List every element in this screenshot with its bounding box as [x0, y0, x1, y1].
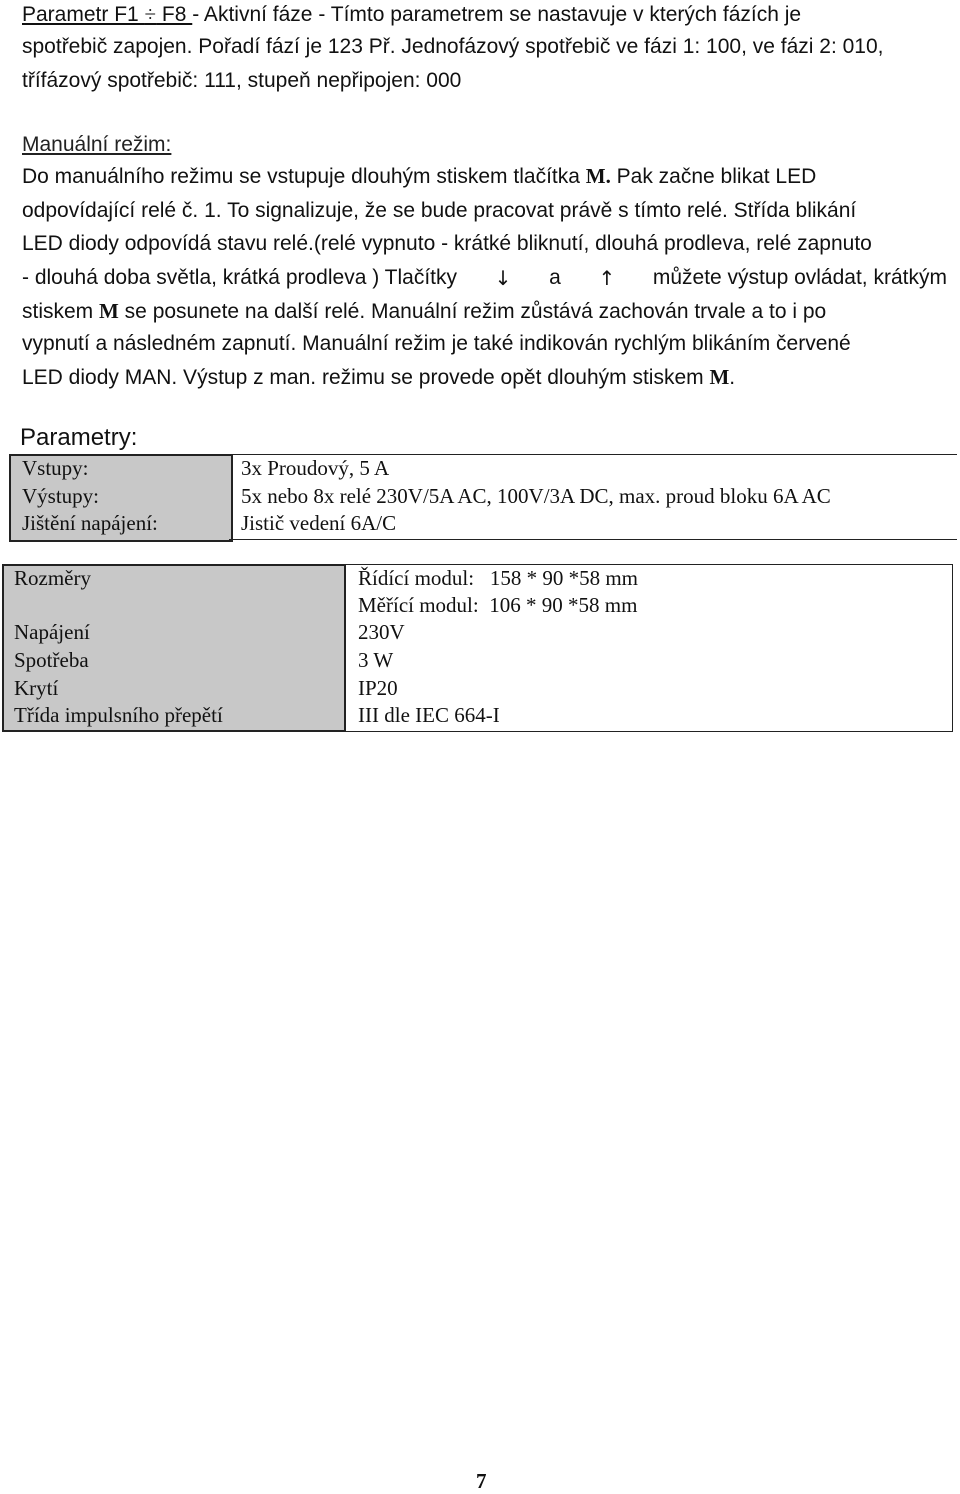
manual-line-1 [22, 164, 947, 189]
manual-line-4 [22, 266, 947, 290]
manual-l1-key: M. [585, 164, 611, 188]
manual-l5-rest: se posunete na další relé. Manuální režim zůstává zachován trvale a to i po [118, 300, 827, 323]
manual-mode-heading-text: Manuální režim: [22, 133, 172, 156]
param-label-suffix: F8 [156, 3, 193, 26]
param-row-label: Výstupy: [22, 484, 100, 508]
param-row-label: Jištění napájení: [22, 511, 158, 535]
manual-line-5 [22, 299, 826, 324]
manual-l1-rest: Pak začne blikat LED [610, 165, 817, 188]
spec-row-value: 3 W [358, 648, 394, 672]
manual-l4-rest: můžete výstup ovládat, krátkým [652, 266, 947, 289]
manual-line-2: odpovídající relé č. 1. To signalizuje, že se bude pracovat právě s tímto relé. Střída blikání [22, 199, 857, 222]
manual-line-6: vypnutí a následném zapnutí. Manuální režim je také indikován rychlým blikáním červené [22, 332, 851, 355]
arrow-down-icon: ↓ [494, 266, 512, 290]
manual-l7-key: M [709, 365, 730, 389]
manual-line-3: LED diody odpovídá stavu relé.(relé vypnuto - krátké bliknutí, dlouhá prodleva, relé zapnuto [22, 232, 872, 255]
manual-l5-text: stiskem [22, 300, 100, 323]
param-description: - Aktivní fáze - Tímto parametrem se nastavuje v kterých fázích je [192, 3, 802, 26]
manual-l4-text: - dlouhá doba světla, krátká prodleva ) Tlačítky [22, 266, 458, 289]
param-row-value: 5x nebo 8x relé 230V/5A AC, 100V/3A DC, max. proud bloku 6A AC [241, 484, 831, 508]
manual-l1-text: Do manuálního režimu se vstupuje dlouhým stiskem tlačítka [22, 165, 586, 188]
division-symbol: ÷ [144, 2, 157, 26]
spec-row-value: III dle IEC 664-I [358, 703, 500, 727]
parameter-f1-f8-line3: třífázový spotřebič: 111, stupeň nepřipojen: 000 [22, 69, 462, 92]
param-row-label: Vstupy: [22, 456, 89, 480]
manual-line-7 [22, 365, 735, 390]
param-row-value: Jistič vedení 6A/C [241, 511, 397, 535]
parameter-f1-f8-line1 [22, 2, 801, 27]
page-number: 7 [476, 1469, 487, 1493]
param-label-prefix: Parametr F1 [22, 3, 145, 26]
param-row-value: 3x Proudový, 5 A [241, 456, 390, 480]
spec-row-label: Krytí [14, 676, 59, 700]
spec-row-value: 230V [358, 620, 405, 644]
manual-l4-and: a [549, 266, 561, 289]
manual-l7-text: LED diody MAN. Výstup z man. režimu se provede opět dlouhým stiskem [22, 366, 710, 389]
arrow-up-icon: ↑ [598, 266, 616, 290]
parameter-f1-f8-line2: spotřebič zapojen. Pořadí fází je 123 Př. Jednofázový spotřebič ve fázi 1: 100, ve fázi 2: 010, [22, 35, 884, 58]
spec-row-label: Spotřeba [14, 648, 89, 672]
manual-mode-heading [22, 133, 171, 157]
manual-l5-key: M [99, 299, 119, 323]
spec-row-value: IP20 [358, 676, 398, 700]
spec-row-value: Řídící modul: 158 * 90 *58 mm [358, 566, 639, 590]
parameters-heading: Parametry: [20, 424, 138, 451]
spec-row-label: Napájení [14, 620, 90, 644]
spec-row-label: Rozměry [14, 566, 91, 590]
manual-l7-rest: . [729, 366, 736, 389]
spec-row-value: Měřící modul: 106 * 90 *58 mm [358, 593, 638, 617]
spec-row-label: Třída impulsního přepětí [14, 703, 223, 727]
